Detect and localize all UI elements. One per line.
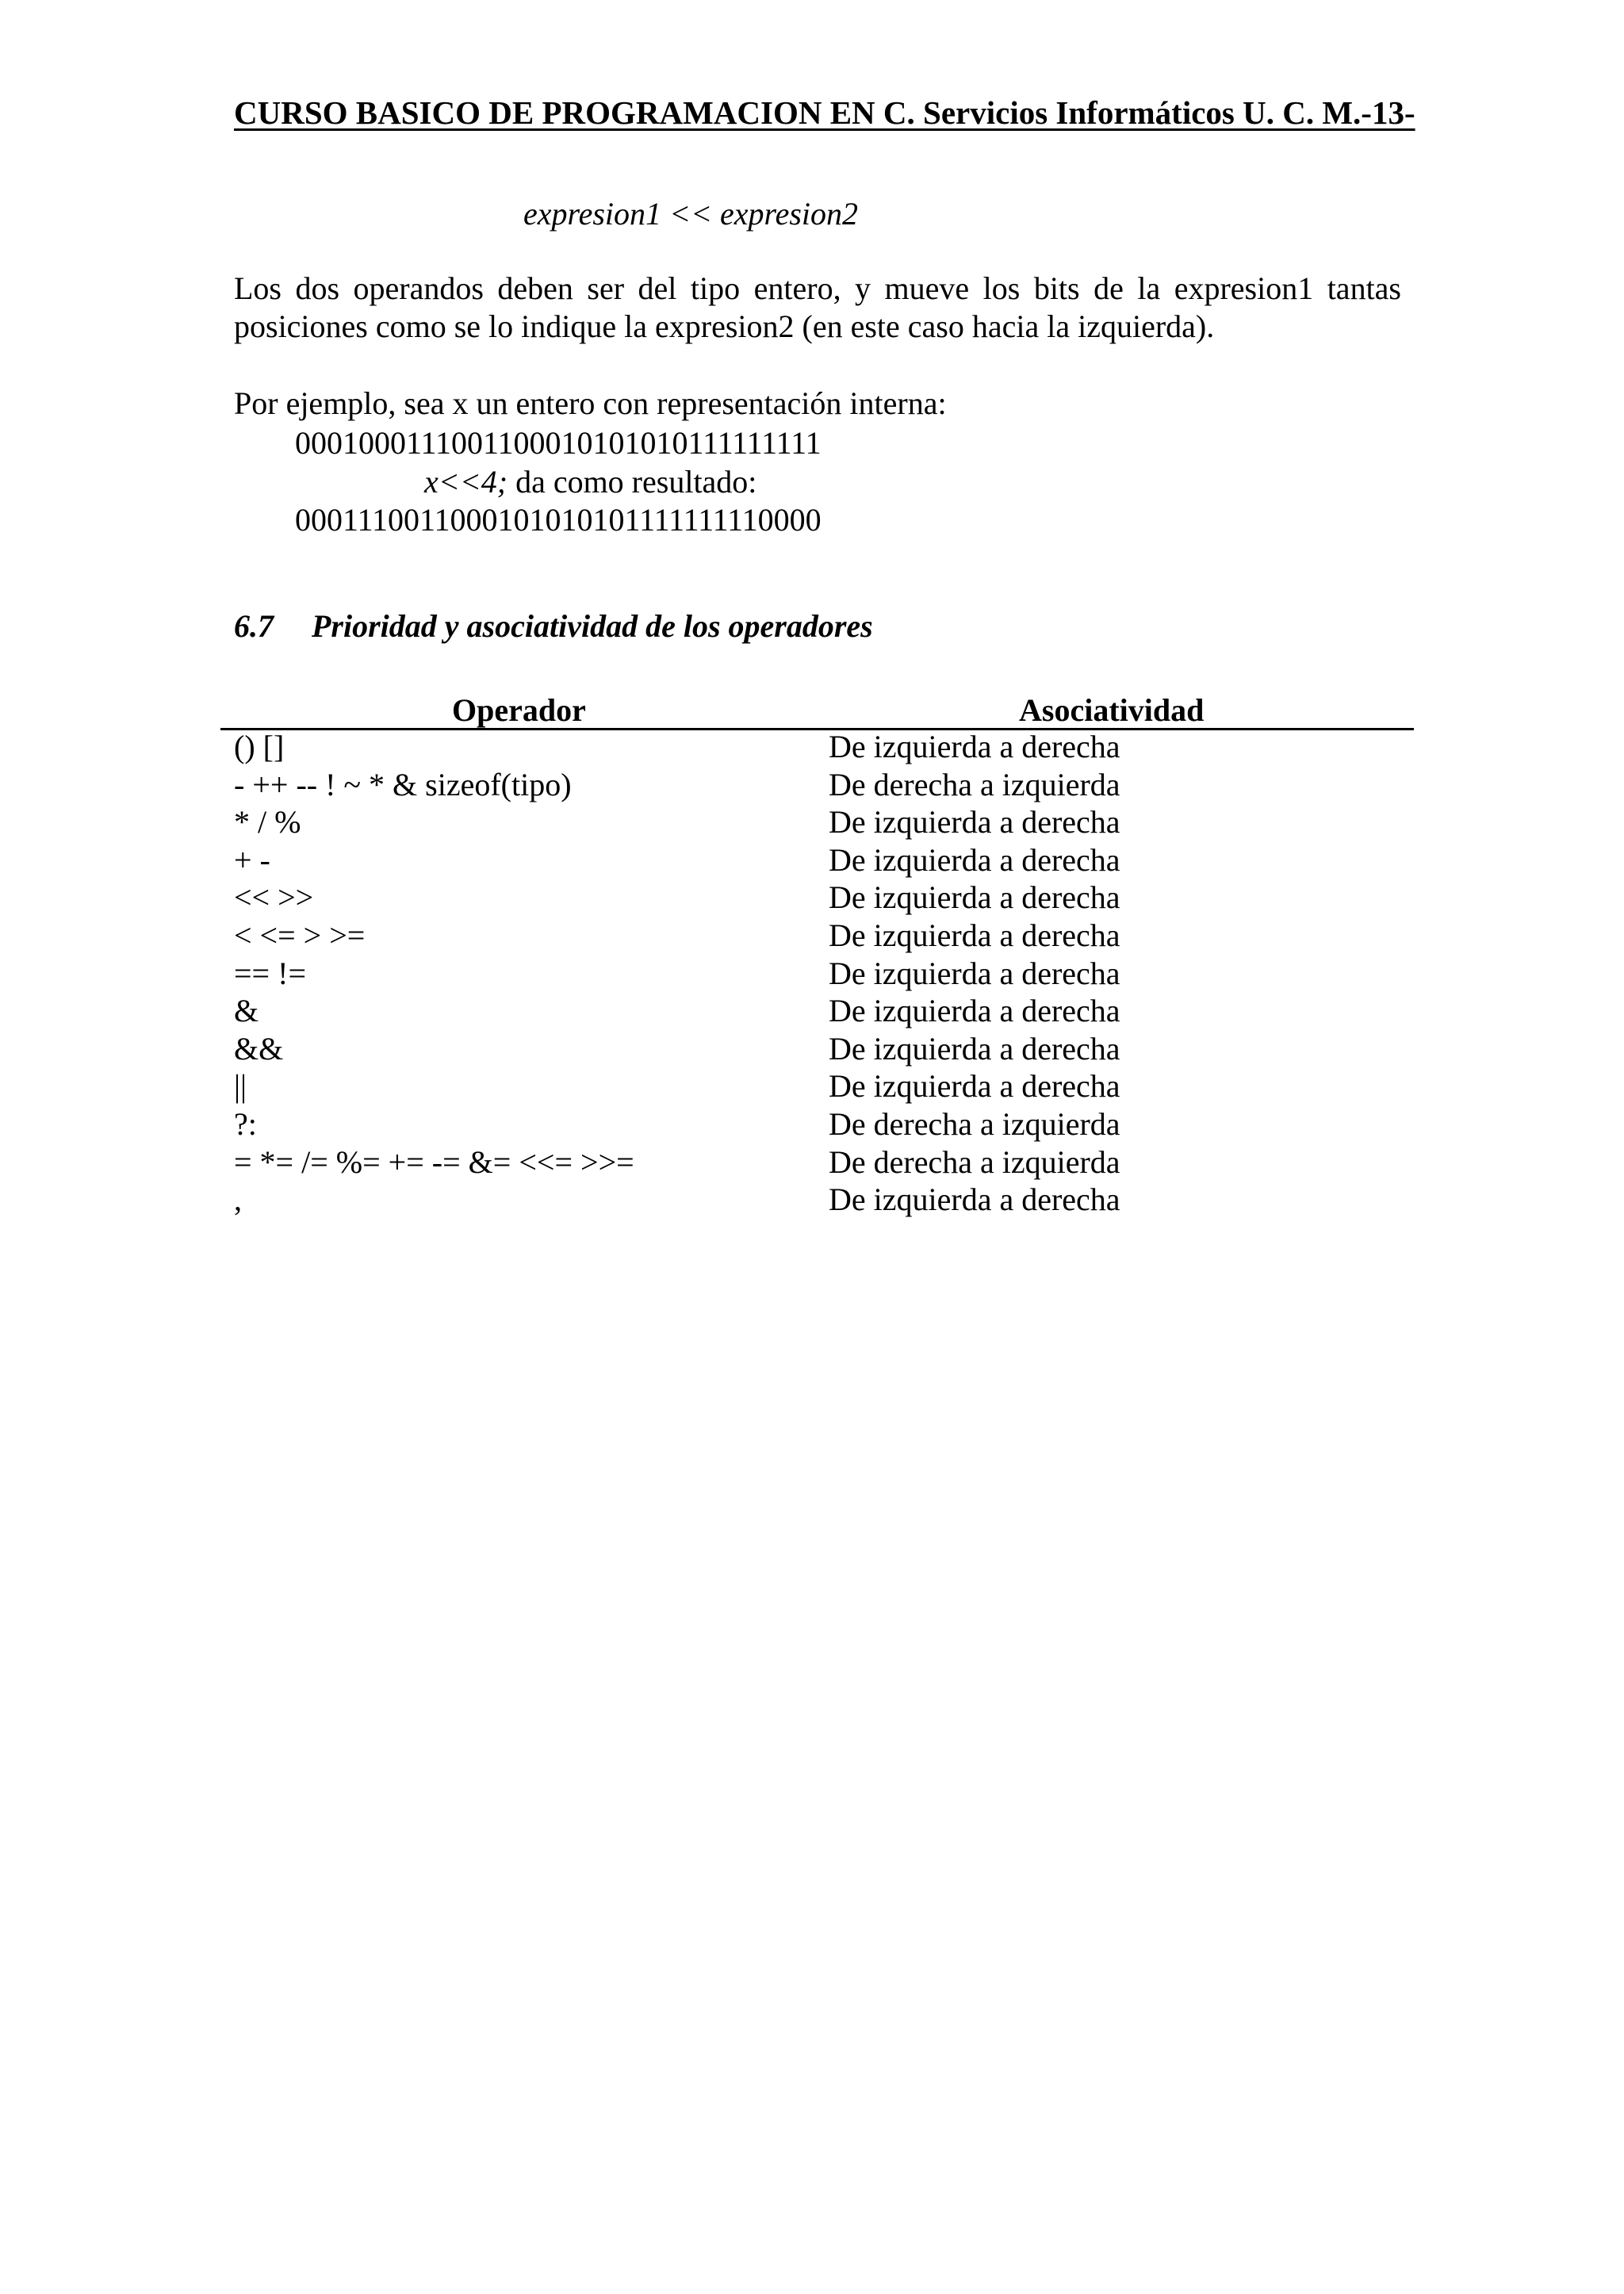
table-row: [0, 1067, 1624, 1105]
associativity-cell: De izquierda a derecha: [829, 993, 1120, 1029]
associativity-cell: De izquierda a derecha: [829, 955, 1120, 991]
operator-cell: () []: [234, 729, 285, 764]
example-bits-after: 0001110011000101010101111111110000: [295, 502, 822, 538]
shift-formula: expresion1 << expresion2: [523, 196, 859, 232]
associativity-cell: De derecha a izquierda: [829, 766, 1120, 802]
table-header-operator: Operador: [452, 692, 586, 728]
table-row: [0, 955, 1624, 992]
paragraph-line-1: Los dos operandos deben ser del tipo entero, y mueve los bits de la expresion1 tantas: [234, 270, 1401, 306]
table-row: [0, 1105, 1624, 1143]
operator-cell: + -: [234, 841, 270, 878]
operator-cell: ||: [234, 1068, 247, 1105]
section-title: Prioridad y asociatividad de los operadores: [312, 608, 873, 644]
associativity-cell: De izquierda a derecha: [829, 1181, 1120, 1218]
operator-cell: - ++ -- ! ~ * & sizeof(tipo): [234, 766, 572, 802]
operator-cell: = *= /= %= += -= &= <<= >>=: [234, 1143, 634, 1180]
operator-cell: << >>: [234, 879, 314, 916]
associativity-cell: De izquierda a derecha: [829, 729, 1120, 764]
table-row: [0, 1143, 1624, 1181]
example-shift-text: da como resultado:: [508, 464, 757, 500]
section-heading: [234, 607, 873, 645]
table-row: [0, 728, 1624, 765]
table-row: [0, 766, 1624, 803]
operator-cell: ,: [234, 1181, 242, 1218]
operator-cell: * / %: [234, 804, 301, 841]
page-header: CURSO BASICO DE PROGRAMACION EN C. Servicios Informáticos U. C. M.-13-: [234, 94, 1415, 131]
table-row: [0, 1181, 1624, 1218]
operator-cell: < <= > >=: [234, 917, 366, 953]
associativity-cell: De derecha a izquierda: [829, 1106, 1120, 1142]
associativity-cell: De izquierda a derecha: [829, 841, 1120, 878]
associativity-cell: De derecha a izquierda: [829, 1143, 1120, 1180]
example-intro: Por ejemplo, sea x un entero con representación interna:: [234, 385, 947, 421]
associativity-cell: De izquierda a derecha: [829, 1068, 1120, 1105]
table-row: [0, 1030, 1624, 1067]
example-bits-before: 0001000111001100010101010111111111: [295, 425, 822, 461]
paragraph-line-2: posiciones como se lo indique la expresion2 (en este caso hacia la izquierda).: [234, 308, 1215, 344]
table-row: [0, 879, 1624, 916]
table-row: [0, 803, 1624, 841]
section-number: 6.7: [234, 608, 274, 644]
table-row: [0, 992, 1624, 1029]
example-shift-expression: x<<4;: [424, 464, 508, 500]
associativity-cell: De izquierda a derecha: [829, 804, 1120, 841]
paragraph-operands: [234, 270, 1401, 346]
operator-cell: == !=: [234, 955, 306, 991]
associativity-cell: De izquierda a derecha: [829, 917, 1120, 953]
example-shift-line: [424, 463, 756, 500]
operator-cell: &&: [234, 1030, 284, 1067]
table-header-associativity: Asociatividad: [1019, 692, 1205, 728]
table-row: [0, 841, 1624, 879]
operator-cell: ?:: [234, 1106, 257, 1142]
operator-cell: &: [234, 993, 259, 1029]
associativity-cell: De izquierda a derecha: [829, 1030, 1120, 1067]
table-row: [0, 917, 1624, 954]
associativity-cell: De izquierda a derecha: [829, 879, 1120, 916]
